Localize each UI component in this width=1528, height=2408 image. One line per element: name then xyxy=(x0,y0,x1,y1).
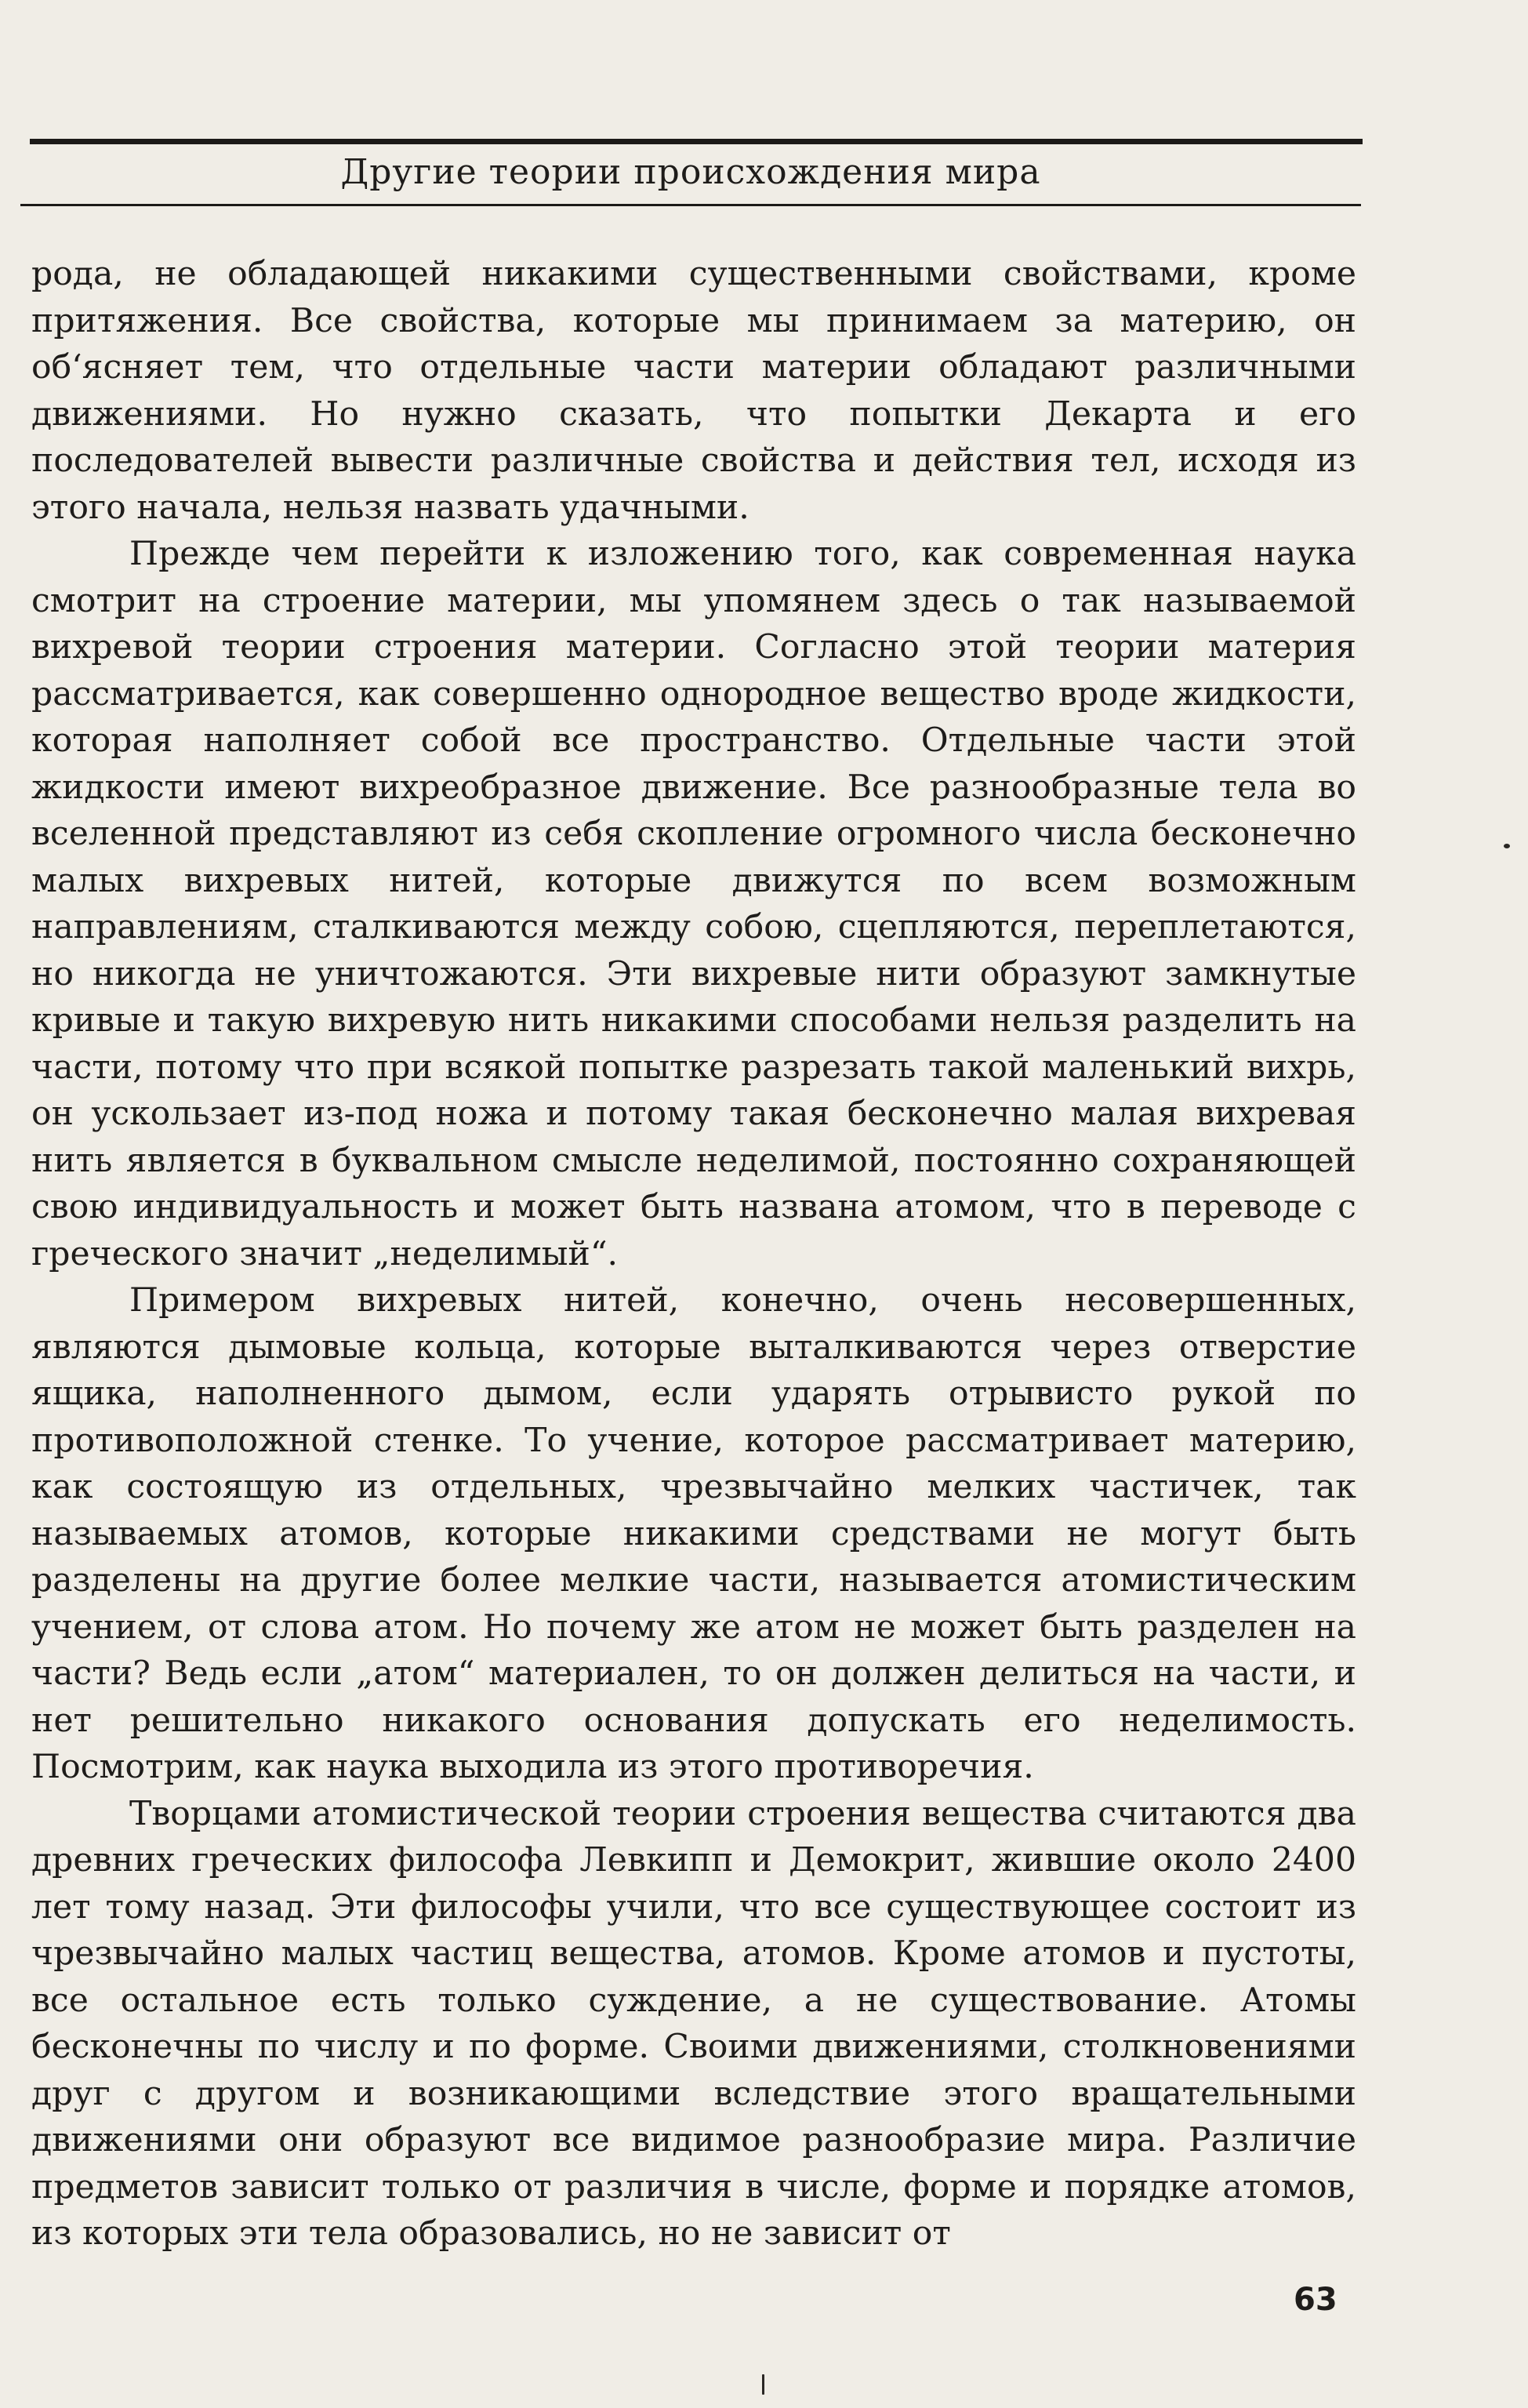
paragraph-4: Творцами атомистической теории строения вещества считаются два древних греческих философа Левкипп и Демокрит, жившие около 2400 лет тому назад. Эти философы учили, что все существующее состоит из чрезвычайно малых частиц вещества, атомов. Кроме атомов и пустоты, все остальное есть только суждение, а не существование. Атомы бесконечны по числу и по форме. Своими движениями, столкновениями друг с другом и возникающими вследствие этого вращательными движениями они образуют все видимое разнообразие мира. Различие предметов зависит только от различия в числе, форме и порядке атомов, из которых эти тела образовались, но не зависит от xyxy=(31,1794,1356,2253)
header-rule-bottom xyxy=(20,204,1361,206)
running-title: Другие теории происхождения мира xyxy=(340,152,1041,192)
page-number: 63 xyxy=(1294,2282,1337,2318)
print-speck xyxy=(1504,844,1510,848)
paragraph-1: рода, не обладающей никакими существенными свойствами, кроме притяжения. Все свойства, которые мы принимаем за материю, он об‘ясняет тем, что отдельные части материи обладают различными движениями. Но нужно сказать, что попытки Декарта и его последователей вывести различные свойства и действия тел, исходя из этого начала, нельзя назвать удачными. xyxy=(31,255,1356,527)
body-text xyxy=(31,251,1356,2257)
paragraph-2: Прежде чем перейти к изложению того, как современная наука смотрит на строение материи, мы упомянем здесь о так называемой вихревой теории строения материи. Согласно этой теории материя рассматривается, как совершенно однородное вещество вроде жидкости, которая наполняет собой все пространство. Отдельные части этой жидкости имеют вихреобразное движение. Все разнообразные тела во вселенной представляют из себя скопление огромного числа бесконечно малых вихревых нитей, которые движутся по всем возможным направлениям, сталкиваются между собою, сцепляются, переплетаются, но никогда не уничтожаются. Эти вихревые нити образуют замкнутые кривые и такую вихревую нить никакими способами нельзя разделить на части, потому что при всякой попытке разрезать такой маленький вихрь, он ускользает из-под ножа и потому такая бесконечно малая вихревая нить является в буквальном смысле неделимой, постоянно сохраняющей свою индивидуальность и может быть названа атомом, что в переводе с греческого значит „неделимый“. xyxy=(31,535,1356,1273)
header-rule-top xyxy=(30,139,1363,144)
paragraph-3: Примером вихревых нитей, конечно, очень несовершенных, являются дымовые кольца, которые выталкиваются через отверстие ящика, наполненного дымом, если ударять отрывисто рукой по противоположной стенке. То учение, которое рассматривает материю, как состоящую из отдельных, чрезвычайно мелких частичек, так называемых атомов, которые никакими средствами не могут быть разделены на другие более мелкие части, называется атомистическим учением, от слова атом. Но почему же атом не может быть разделен на части? Ведь если „атом“ материален, то он должен делиться на части, и нет решительно никакого основания допускать его неделимость. Посмотрим, как наука выходила из этого противоречия. xyxy=(31,1281,1356,1786)
print-speck xyxy=(762,2374,764,2395)
